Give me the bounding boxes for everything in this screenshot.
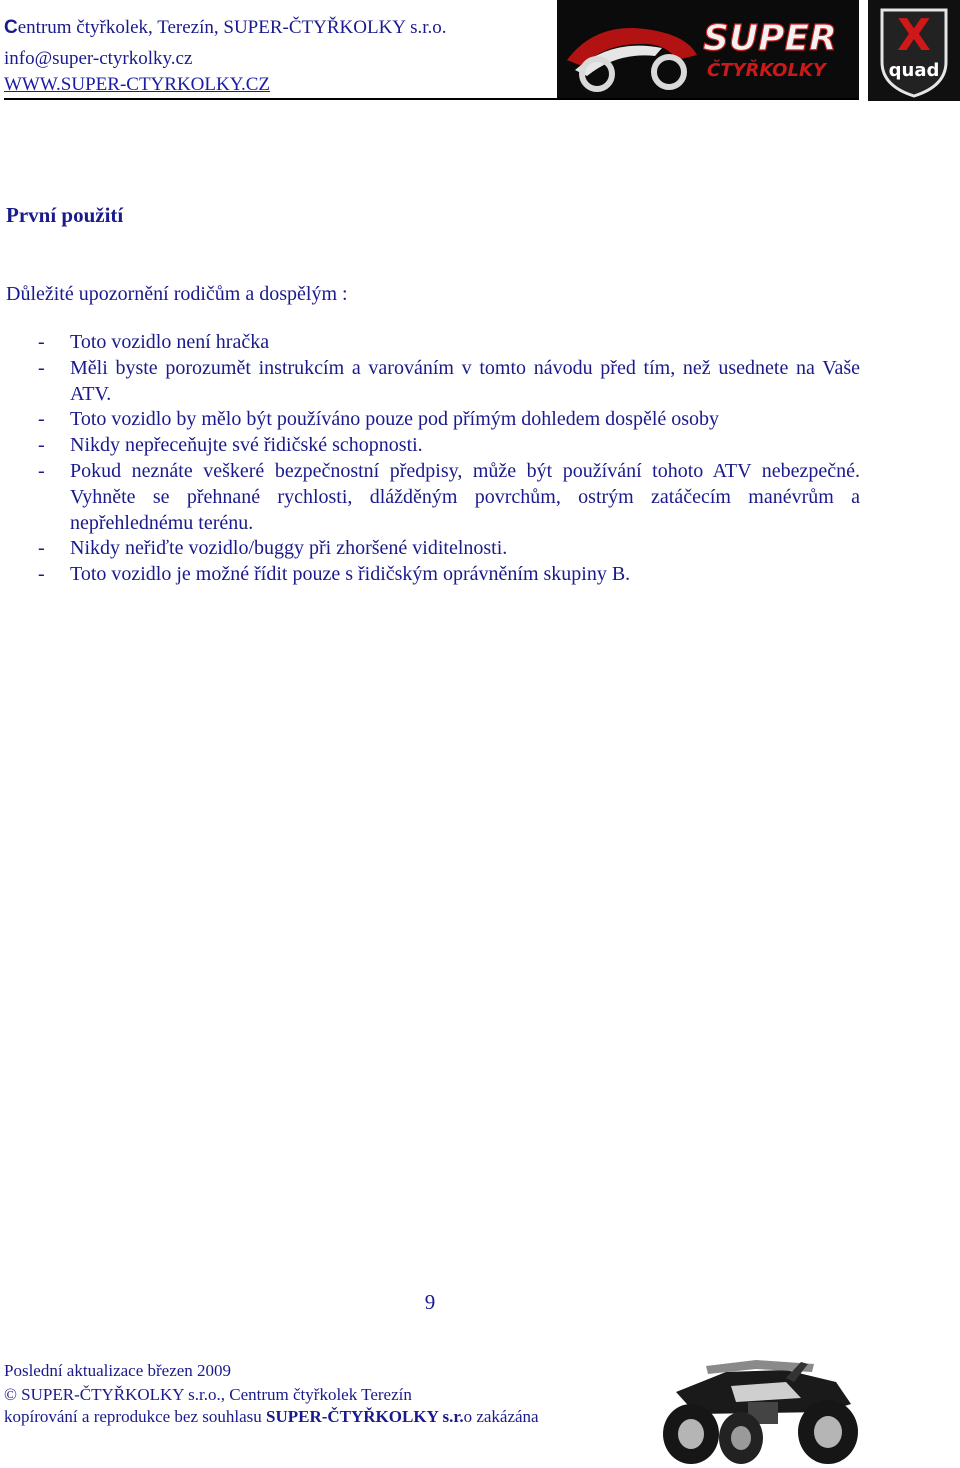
footer-copy-notice: [4, 1407, 539, 1427]
copy-suffix: o zakázána: [463, 1407, 539, 1426]
list-item: [0, 330, 860, 356]
list-item: [0, 407, 860, 433]
header-divider: [4, 98, 859, 100]
list-dash: -: [38, 563, 45, 586]
list-dash: -: [38, 434, 45, 457]
company-text: entrum čtyřkolek, Terezín, SUPER-ČTYŘKOLKY s.r.o.: [17, 17, 447, 38]
footer-updated: Poslední aktualizace březen 2009: [4, 1361, 232, 1380]
header-company-line: [4, 17, 447, 39]
super-ctyrkolky-logo: [557, 0, 859, 98]
xquad-x-mark: X: [897, 10, 931, 61]
atv-quad-photo: [636, 1342, 876, 1468]
list-item-text: Pokud neznáte veškeré bezpečnostní předpisy, může být používání tohoto ATV nebezpečné. Vyhněte se přehnané rychlosti, dlážděným povrchům, ostrým zatáčecím manévrům a nepřehlednému terénu.: [70, 459, 860, 534]
logo-ctyrkolky-text: ČTYŘKOLKY: [707, 60, 826, 81]
copy-company: SUPER-ČTYŘKOLKY s.r.: [266, 1407, 464, 1426]
warning-list: [0, 330, 860, 588]
list-dash: -: [38, 537, 45, 560]
list-item: [0, 562, 860, 588]
xquad-word: quad: [888, 60, 940, 81]
footer-copyright: © SUPER-ČTYŘKOLKY s.r.o., Centrum čtyřkolek Terezín: [4, 1385, 412, 1404]
list-dash: -: [38, 408, 45, 431]
copy-prefix: kopírování a reprodukce bez souhlasu: [4, 1407, 266, 1426]
list-dash: -: [38, 459, 45, 482]
list-item: [0, 459, 860, 536]
list-item-text: Měli byste porozumět instrukcím a varováním v tomto návodu před tím, než usednete na Vaše ATV.: [70, 356, 860, 405]
list-item: [0, 356, 860, 408]
intro-text: Důležité upozornění rodičům a dospělým :: [6, 283, 348, 305]
list-dash: -: [38, 356, 45, 379]
logo-super-text: SUPER: [703, 18, 837, 59]
section-title: První použití: [6, 203, 124, 227]
list-dash: -: [38, 331, 45, 353]
list-item: [0, 433, 860, 459]
list-item-text: Nikdy neřiďte vozidlo/buggy při zhoršené viditelnosti.: [70, 537, 508, 560]
list-item-text: Toto vozidlo by mělo být používáno pouze pod přímým dohledem dospělé osoby: [70, 408, 720, 431]
header-email[interactable]: info@super-ctyrkolky.cz: [4, 48, 193, 69]
page-number: 9: [424, 1290, 436, 1314]
company-initial: C: [4, 17, 18, 38]
list-item: [0, 536, 860, 562]
list-item-text: Toto vozidlo je možné řídit pouze s řidičským oprávněním skupiny B.: [70, 563, 631, 586]
list-item-text: Nikdy nepřeceňujte své řidičské schopnosti.: [70, 434, 423, 457]
xquad-logo: [868, 0, 960, 101]
header-website-link[interactable]: WWW.SUPER-CTYRKOLKY.CZ: [4, 74, 271, 95]
list-item-text: Toto vozidlo není hračka: [70, 331, 270, 353]
